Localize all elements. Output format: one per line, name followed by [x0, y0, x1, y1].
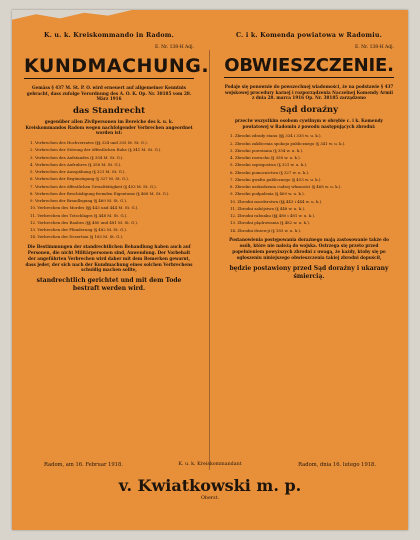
polish-date: Radom, dnia 16. lutego 1918.	[298, 462, 376, 468]
signature-block	[24, 462, 396, 518]
german-verdict: standrechtlich gerichtet und mit dem Tode bestraft werden wird.	[36, 277, 182, 293]
german-title: KUNDMACHUNG.	[24, 55, 210, 77]
list-item: 8. Zbrodni uszkodzenia cudzej własności (§ 468 w. u. k.).	[230, 184, 342, 190]
polish-title: OBWIESZCZENIE.	[224, 55, 394, 76]
list-item: 8. Verbrechen der Beschädigung fremden Eigentums (§ 468 M. St. G.).	[30, 190, 170, 196]
torn-corner	[12, 10, 132, 24]
commandant-title: K. u. k. Kreiskommandant	[178, 462, 242, 467]
commandant-rank: Oberst.	[200, 496, 220, 501]
list-item: 5. Verbrechen der Ausspähung (§ 321 M. St. G.).	[30, 169, 126, 175]
list-item: 11. Zbrodni zabójstwa (§ 448 w. u. k.).	[230, 205, 306, 211]
polish-column	[224, 32, 394, 280]
list-item: 2. Verbrechen der Störung der öffentlichen Ruhe (§ 341 M. St. G.).	[30, 147, 162, 153]
german-subintro: gegenüber allen Zivilpersonen im Bereiche des k. u. k. Kreiskommandos Radom wegen nachfolgender Verbrechen angeordnet worden ist:	[25, 119, 193, 136]
polish-verdict: będzie postawiony przed Sąd doraźny i ukarany śmiercią.	[229, 264, 389, 280]
polish-reference-number: E. Nr. 138-H Adj.	[354, 45, 394, 50]
list-item: 14. Verbrechen der Desertion (§ 183 M. St. G.).	[30, 234, 124, 240]
polish-court-heading: Sąd doraźny	[279, 105, 339, 116]
list-item: 9. Verbrechen der Brandlegung (§ 469 M. St. G.).	[30, 198, 128, 204]
list-item: 14. Zbrodni dezercji (§ 183 w. u. k.).	[230, 227, 302, 233]
polish-subintro: przeciw wszystkim osobom cywilnym w obrębie c. i k. Komendy powiatowej w Radomiu z powodu następujących zbrodni:	[235, 118, 383, 129]
german-date: Radom, am 16. Februar 1918.	[44, 462, 123, 468]
list-item: 5. Zbrodni szpiegostwa (§ 321 w. u. k.).	[230, 162, 308, 168]
german-office-heading: K. u. k. Kreiskommando in Radom.	[43, 32, 175, 39]
list-item: 3. Zbrodni powstania (§ 354 w. u. k.).	[230, 147, 304, 153]
german-closing: Die Bestimmungen der standrechtlichen Behandlung haben auch auf Personen, die nicht Militärpersonen sind, Anwendung. Der Vorbehalt der angeführten Verbrechen wird daher mit dem Bemerken gewarnt, dass jeder, der sich nach der Kundmachung eines solchen Verbrechens schuldig machen sollte,	[25, 243, 193, 273]
polish-office-heading: C. i k. Komenda powiatowa w Radomiu.	[235, 32, 383, 39]
list-item: 6. Verbrechen der Begünstigung (§ 327 M. St. G.).	[30, 176, 130, 182]
list-item: 1. Zbrodni zdrady stanu (§§ 334 i 335 w. u. k.).	[230, 133, 322, 139]
german-court-heading: das Standrecht	[72, 106, 146, 117]
list-item: 2. Zbrodni zakłócenia spokoju publicznego (§ 341 w. u. k.).	[230, 140, 346, 146]
commandant-signature: v. Kwiatkowski m. p.	[118, 476, 302, 495]
polish-crime-list	[224, 133, 394, 233]
list-item: 10. Zbrodni morderstwa (§§ 443 i 444 w. u. k.).	[230, 198, 323, 204]
list-item: 12. Zbrodni rabunku (§§ 480 i 481 w. u. k.).	[230, 213, 316, 219]
list-item: 4. Zbrodni rozruchu (§ 358 w. u. k.).	[230, 155, 301, 161]
list-item: 10. Verbrechen des Mordes (§§ 443 und 444 M. St. G.).	[30, 205, 139, 211]
proclamation-poster	[12, 10, 408, 530]
list-item: 6. Zbrodni pomocnictwa (§ 327 w. u. k.).	[230, 169, 310, 175]
list-item: 7. Verbrechen des öffentlichen Gewalttätigkeit (§ 453 M. St. G.).	[30, 183, 157, 189]
list-item: 1. Verbrechen des Hochverrates (§§ 334 und 335 M. St. G.).	[30, 140, 148, 146]
list-item: 3. Verbrechen des Aufstandes (§ 354 M. St. G.).	[30, 154, 124, 160]
column-divider	[209, 50, 210, 470]
list-item: 11. Verbrechen des Totschlages (§ 448 M. St. G.).	[30, 212, 128, 218]
german-intro: Gemäss § 437 M. St. P. O. wird erneuert auf allgemeiner Kenntnis gebracht, dass zufolge Verordnung des A. O. K. Op. Nr. 38185 vom 28. März 1916	[26, 85, 192, 102]
list-item: 9. Zbrodni podpalenia (§ 469 w. u. k.).	[230, 191, 305, 197]
list-item: 4. Verbrechen des Aufruhres (§ 358 M. St. G.).	[30, 161, 122, 167]
list-item: 12. Verbrechen des Raubes (§§ 480 und 481 M. St. G.).	[30, 219, 139, 225]
polish-intro: Podaje się ponownie do powszechnej wiadomości, że na podstawie § 437 wojskowej procedury karnej i rozporządzenia Naczelnej Komendy Armii z dnia 28. marca 1916 Op. Nr. 38185 zarządzono	[224, 84, 394, 101]
polish-closing: Postanowienia postępowania doraźnego mają zastosowanie także do osób, które nie należą do wojska. Ostrzega się przeto przed popełnieniem powyższych zbrodni z uwagą, że każdy, ktoby się po ogłoszeniu niniejszego obwieszczenia takiej zbrodni dopuścił,	[229, 237, 389, 260]
german-column	[24, 32, 210, 293]
german-crime-list	[24, 140, 194, 240]
list-item: 7. Zbrodni gwałtu publicznego (§ 453 w. u. k.).	[230, 176, 322, 182]
list-item: 13. Zbrodni plądrowania (§ 482 w. u. k.).	[230, 220, 311, 226]
list-item: 13. Verbrechen der Plünderung (§ 482 M. St. G.).	[30, 227, 128, 233]
german-reference-number: E. Nr. 138-H Adj.	[154, 45, 194, 50]
